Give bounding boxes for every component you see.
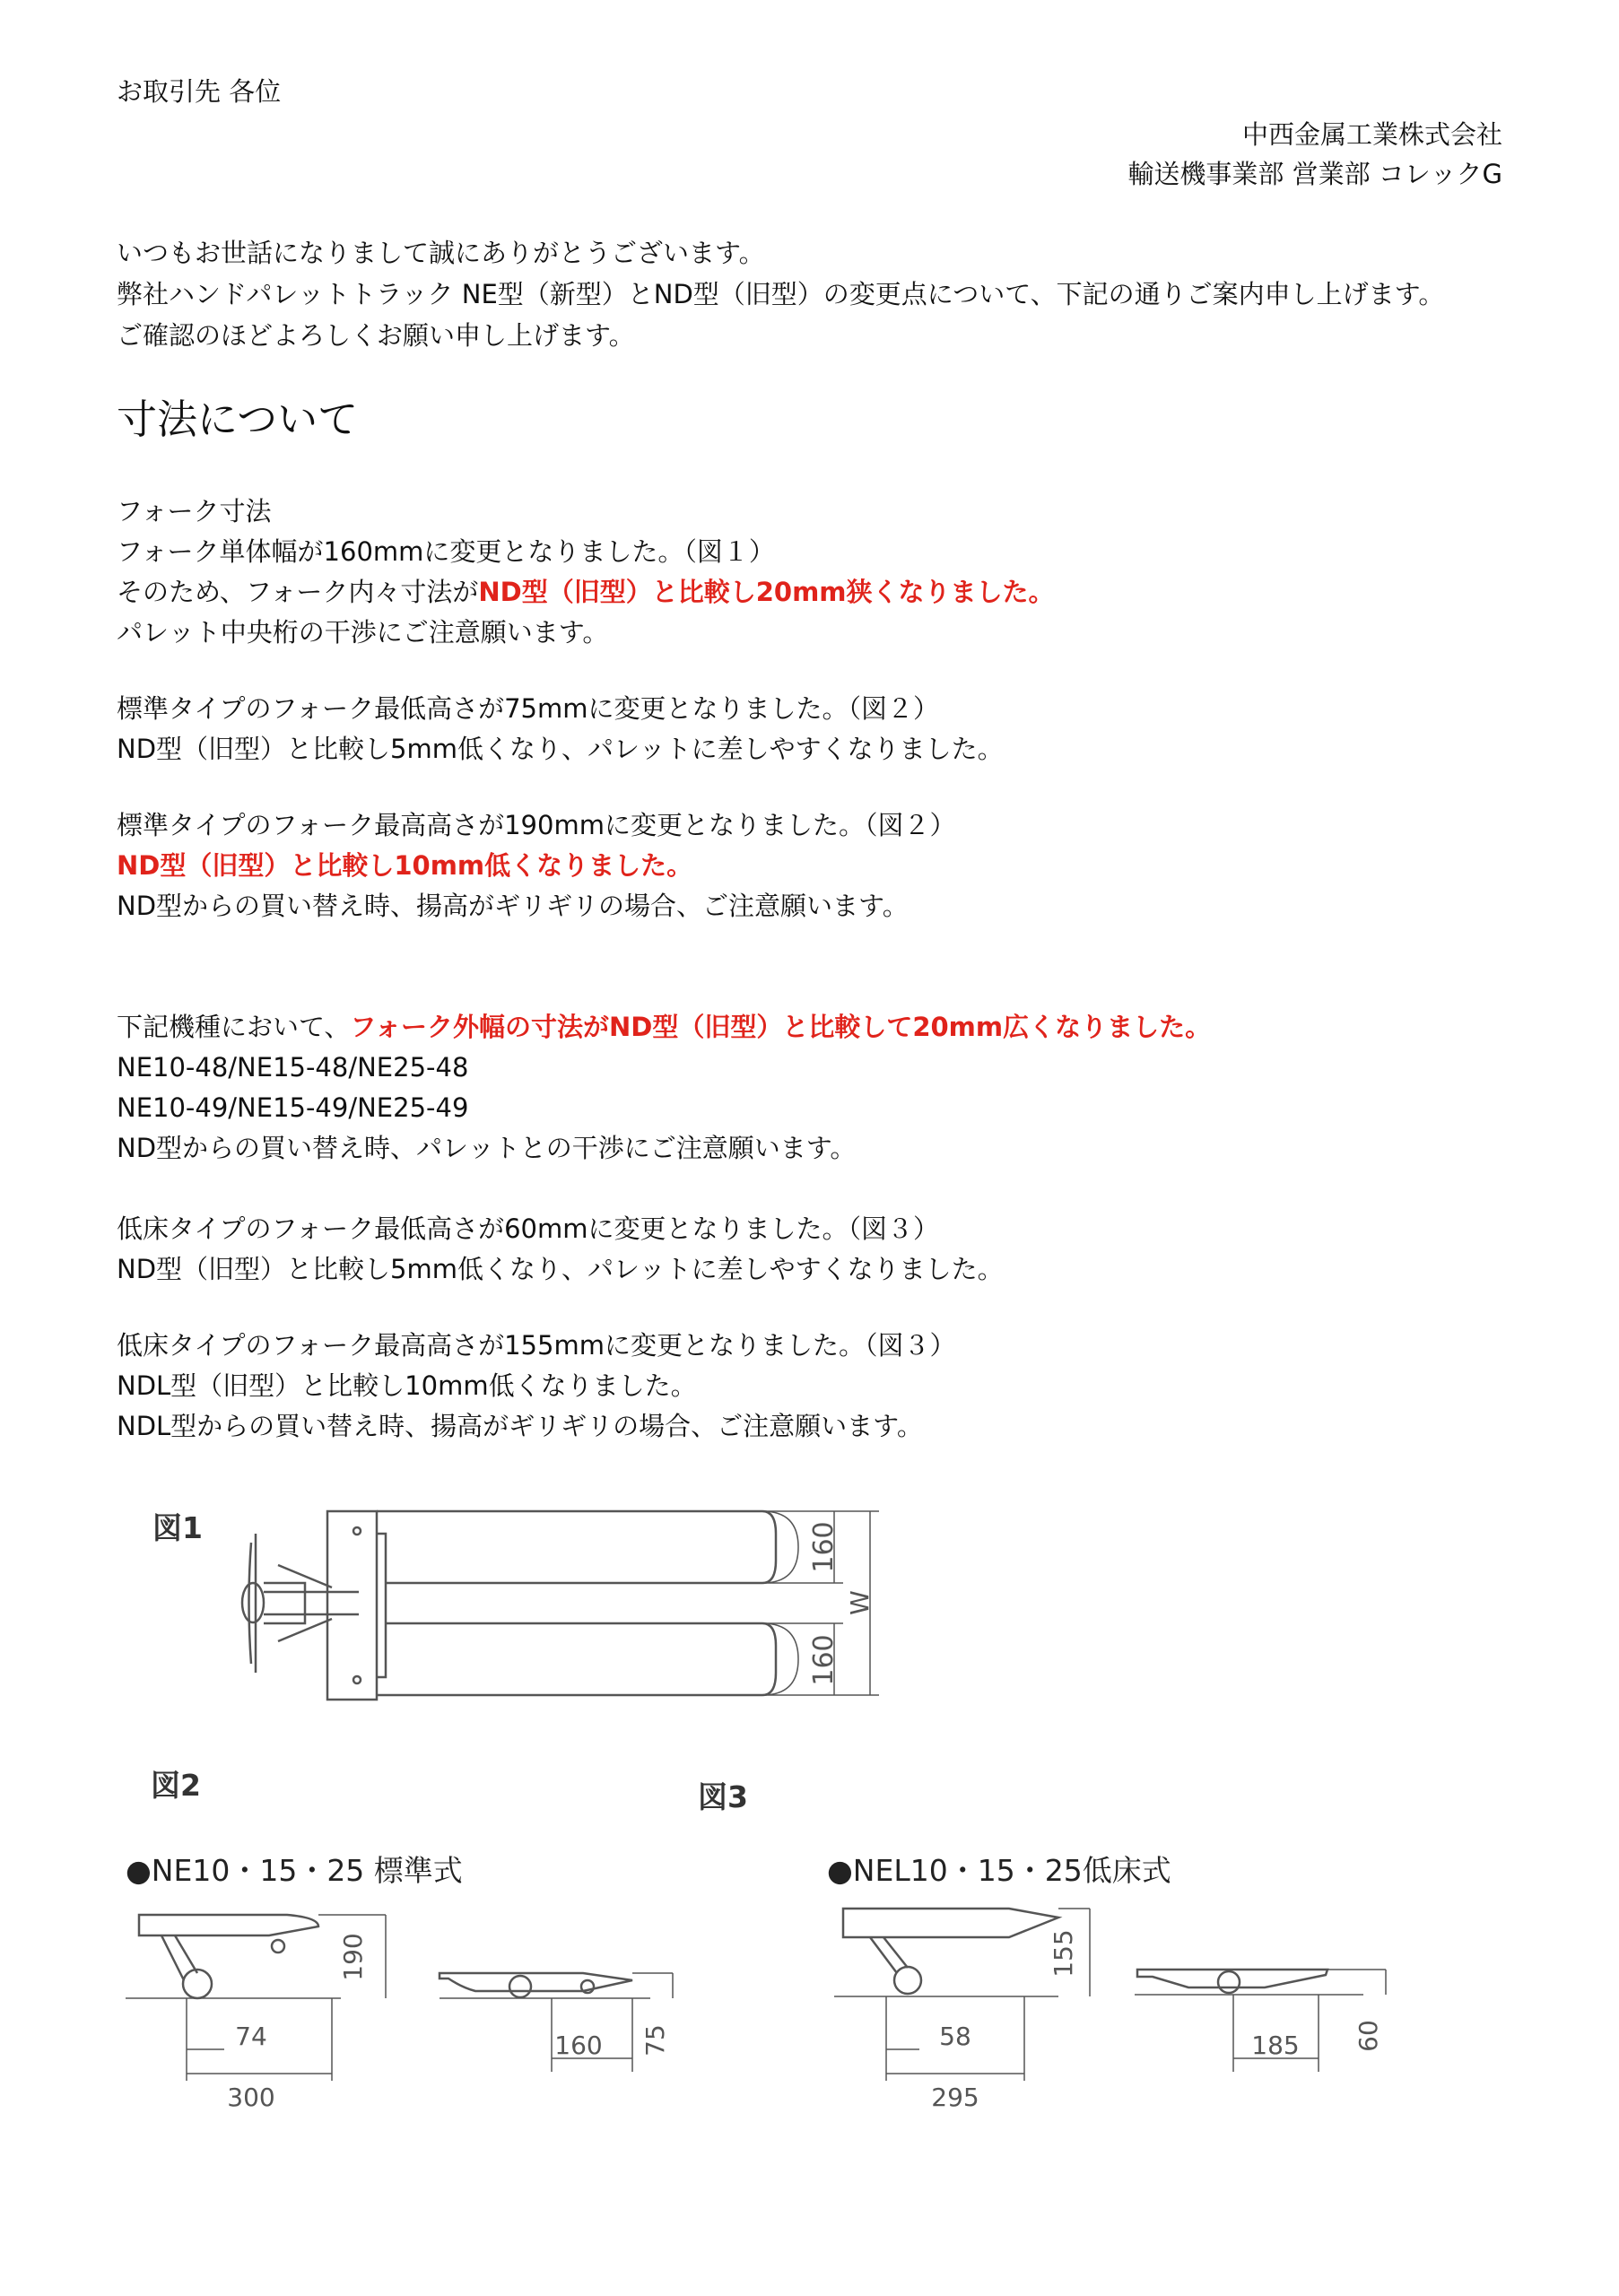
- models-note: ND型からの買い替え時、パレットとの干渉にご注意願います。: [117, 1133, 857, 1163]
- fig3-h-max: 155: [1049, 1929, 1078, 1978]
- fig2-model-label: ●NE10・15・25 標準式: [126, 1853, 463, 1888]
- std-max-height: 標準タイプのフォーク最高高さが190mmに変更となりました。（図２）: [117, 810, 956, 840]
- fig1-dim-w: W: [845, 1590, 875, 1615]
- fig2-d-total: 300: [227, 2083, 275, 2112]
- models-line: [117, 1009, 1211, 1045]
- intro-line-2: 弊社ハンドパレットトラック NE型（新型）とND型（旧型）の変更点について、下記の通りご案内申し上げます。: [117, 279, 1445, 309]
- fig2-side-view-drawing: [126, 1901, 700, 2126]
- fig3-d-total: 295: [931, 2083, 979, 2112]
- intro-line-3: ご確認のほどよろしくお願い申し上げます。: [117, 320, 635, 351]
- department-name: 輸送機事業部 営業部 コレックG: [1127, 159, 1502, 189]
- models-line-2: NE10-49/NE15-49/NE25-49: [117, 1092, 469, 1123]
- fork-inner-highlight: ND型（旧型）と比較し20mm狭くなりました。: [478, 577, 1055, 607]
- fig3-fork-len: 185: [1251, 2031, 1300, 2060]
- fig3-model-label: ●NEL10・15・25低床式: [827, 1853, 1171, 1888]
- fig3-d-small: 58: [939, 2022, 971, 2051]
- low-max-height: 低床タイプのフォーク最高高さが155mmに変更となりました。（図３）: [117, 1330, 956, 1361]
- recipient: お取引先 各位: [117, 76, 282, 107]
- fork-inner-note: パレット中央桁の干渉にご注意願います。: [117, 617, 609, 648]
- fig1-label: 図1: [152, 1510, 203, 1545]
- low-min-height: 低床タイプのフォーク最低高さが60mmに変更となりました。（図３）: [117, 1213, 940, 1244]
- fig1-dim-bottom: 160: [808, 1634, 840, 1686]
- std-min-height: 標準タイプのフォーク最低高さが75mmに変更となりました。（図２）: [117, 693, 940, 724]
- fig3-h-min: 60: [1354, 2020, 1383, 2052]
- fig2-h-max: 190: [338, 1933, 368, 1981]
- fig2-d-small: 74: [235, 2022, 267, 2051]
- intro-line-1: いつもお世話になりまして誠にありがとうございます。: [117, 238, 765, 268]
- fig2-label: 図2: [151, 1768, 201, 1803]
- fig3-label: 図3: [698, 1779, 748, 1814]
- fig2-fork-len: 160: [554, 2031, 603, 2060]
- std-min-compare: ND型（旧型）と比較し5mm低くなり、パレットに差しやすくなりました。: [117, 734, 1004, 764]
- low-min-compare: ND型（旧型）と比較し5mm低くなり、パレットに差しやすくなりました。: [117, 1254, 1004, 1284]
- fig1-dim-top: 160: [808, 1521, 840, 1573]
- models-highlight: フォーク外幅の寸法がND型（旧型）と比較して20mm広くなりました。: [350, 1012, 1212, 1042]
- models-prefix: 下記機種において、: [117, 1012, 351, 1042]
- std-max-highlight: ND型（旧型）と比較し10mm低くなりました。: [117, 850, 693, 881]
- fork-width-text: フォーク単体幅が160mmに変更となりました。（図１）: [117, 536, 775, 567]
- fork-title: フォーク寸法: [117, 496, 272, 526]
- fork-inner-prefix: そのため、フォーク内々寸法が: [117, 577, 479, 607]
- models-line-1: NE10-48/NE15-48/NE25-48: [117, 1052, 469, 1083]
- low-max-compare: NDL型（旧型）と比較し10mm低くなりました。: [117, 1370, 697, 1401]
- low-max-note: NDL型からの買い替え時、揚高がギリギリの場合、ご注意願います。: [117, 1411, 923, 1441]
- fig3-side-view-drawing: [834, 1901, 1417, 2126]
- fig1-top-view-drawing: [224, 1493, 897, 1726]
- company-name: 中西金属工業株式会社: [1241, 119, 1502, 150]
- fig2-h-min: 75: [640, 2024, 670, 2057]
- fork-inner-line: [117, 574, 1055, 610]
- section-title: 寸法について: [117, 396, 359, 443]
- std-max-note: ND型からの買い替え時、揚高がギリギリの場合、ご注意願います。: [117, 891, 909, 921]
